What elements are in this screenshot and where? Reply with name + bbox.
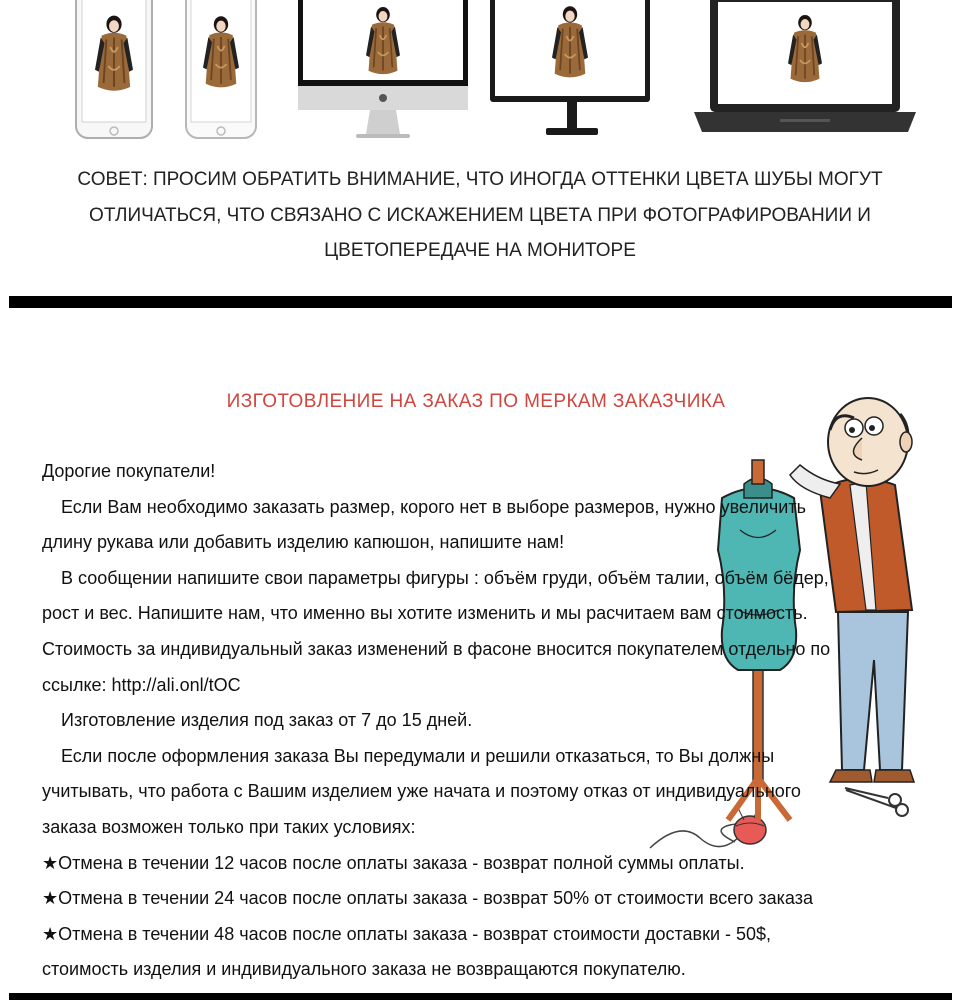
notice-line-2: ОТЛИЧАТЬСЯ, ЧТО СВЯЗАНО С ИСКАЖЕНИЕМ ЦВЕТА ПРИ ФОТОГРАФИРОВАНИИ И (89, 204, 871, 226)
custom-order-text (42, 454, 922, 988)
divider-top (9, 296, 952, 308)
cancellation-bullet-2: ★Отмена в течении 24 часов после оплаты заказа - возврат 50% от стоимости всего заказа (42, 888, 813, 909)
paragraph-2-line-4: ссылке: http://ali.onl/tOC (42, 674, 241, 695)
paragraph-2-line-1: В сообщении напишите свои параметры фигуры : объём груди, объём талии, объём бёдер, (61, 567, 829, 588)
color-notice (40, 162, 920, 269)
paragraph-1-line-1: Если Вам необходимо заказать размер, корого нет в выборе размеров, нужно увеличить (61, 496, 806, 517)
smartphone-1-icon (76, 0, 152, 138)
smartphone-2-icon (186, 0, 256, 138)
laptop-icon (694, 0, 916, 132)
paragraph-2-line-3: Стоимость за индивидуальный заказ изменений в фасоне вносится покупателем отдельно по (42, 638, 831, 659)
paragraph-4-line-1: Если после оформления заказа Вы передумали и решили отказаться, то Вы должны (61, 745, 775, 766)
desktop-monitor-icon (490, 0, 650, 135)
cancellation-bullet-3-line-2: стоимость изделия и индивидуального заказа не возвращаются покупателю. (42, 959, 686, 980)
greeting: Дорогие покупатели! (42, 461, 216, 481)
paragraph-3: Изготовление изделия под заказ от 7 до 15 дней. (61, 710, 473, 731)
section-title: ИЗГОТОВЛЕНИЕ НА ЗАКАЗ ПО МЕРКАМ ЗАКАЗЧИКА (226, 391, 726, 412)
notice-line-1: СОВЕТ: ПРОСИМ ОБРАТИТЬ ВНИМАНИЕ, ЧТО ИНОГДА ОТТЕНКИ ЦВЕТА ШУБЫ МОГУТ (77, 169, 883, 190)
cancellation-bullet-1: ★Отмена в течении 12 часов после оплаты заказа - возврат полной суммы оплаты. (42, 852, 745, 873)
paragraph-4-line-3: заказа возможен только при таких условиях: (42, 816, 416, 837)
paragraph-1-line-2: длину рукава или добавить изделию капюшон, напишите нам! (42, 532, 565, 553)
notice-line-3: ЦВЕТОПЕРЕДАЧЕ НА МОНИТОРЕ (324, 240, 636, 261)
paragraph-2-line-2: рост и вес. Напишите нам, что именно вы хотите изменить и мы расчитаем вам стоимость. (42, 603, 808, 624)
imac-monitor-icon (298, 0, 468, 138)
device-lineup-illustration (0, 0, 960, 145)
divider-bottom (9, 993, 952, 1000)
paragraph-4-line-2: учитывать, что работа с Вашим изделием уже начата и поэтому отказ от индивидуального (42, 781, 801, 802)
cancellation-bullet-3-line-1: ★Отмена в течении 48 часов после оплаты заказа - возврат стоимости доставки - 50$, (42, 923, 772, 944)
